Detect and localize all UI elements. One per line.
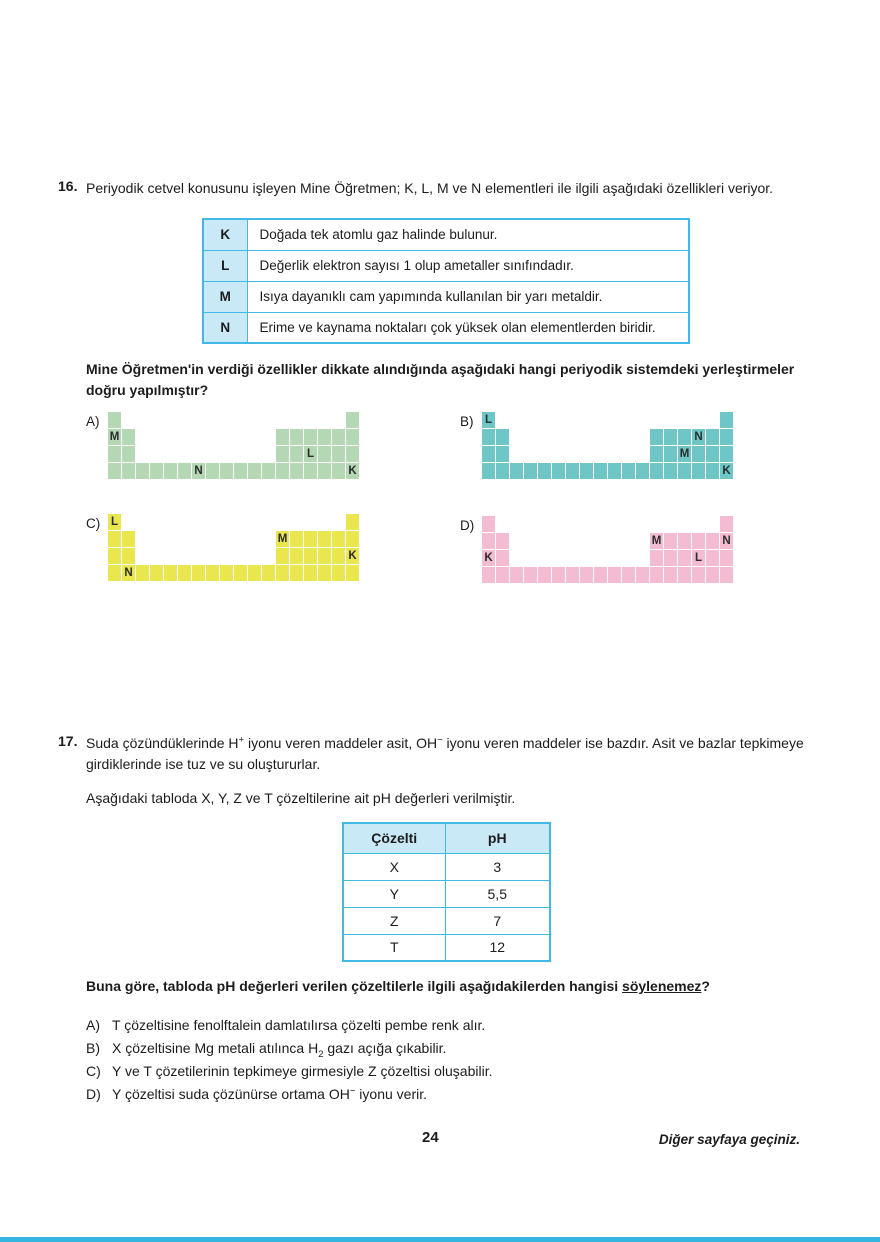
element-cell xyxy=(594,567,607,583)
element-cell xyxy=(678,533,691,549)
answer-option-text: Y ve T çözetilerinin tepkimeye girmesiyle Z çözeltisi oluşabilir. xyxy=(112,1063,493,1079)
element-cell xyxy=(510,463,523,479)
element-cell xyxy=(234,463,247,479)
element-cell xyxy=(482,446,495,462)
element-cell: M xyxy=(651,535,662,547)
element-cell xyxy=(290,565,303,581)
element-cell xyxy=(346,429,359,445)
element-cell xyxy=(346,412,359,428)
element-cell xyxy=(192,565,205,581)
question-17-number: 17. xyxy=(58,733,78,749)
element-cell xyxy=(108,531,121,547)
element-cell xyxy=(164,565,177,581)
element-letter-cell: K xyxy=(203,219,247,250)
element-cell xyxy=(622,463,635,479)
periodic-grid-d xyxy=(482,516,733,583)
element-cell xyxy=(290,463,303,479)
element-cell xyxy=(664,550,677,566)
element-cell xyxy=(318,429,331,445)
question-16-intro-text: Periyodik cetvel konusunu işleyen Mine Öğretmen; K, L, M ve N elementleri ile ilgili aşağıdaki özellikleri veriyor. xyxy=(86,180,774,196)
element-cell xyxy=(622,567,635,583)
element-cell xyxy=(678,567,691,583)
element-cell xyxy=(538,567,551,583)
answer-option xyxy=(86,1037,726,1060)
element-cell xyxy=(720,412,733,428)
element-cell: L xyxy=(692,550,705,566)
element-letter-cell: L xyxy=(203,250,247,281)
periodic-grid-a xyxy=(108,412,359,479)
element-cell xyxy=(276,446,289,462)
element-letter-cell: M xyxy=(203,281,247,312)
element-cell xyxy=(664,567,677,583)
element-cell xyxy=(346,565,359,581)
element-cell xyxy=(692,567,705,583)
element-cell xyxy=(108,548,121,564)
element-cell xyxy=(664,533,677,549)
element-cell xyxy=(580,463,593,479)
element-cell xyxy=(164,463,177,479)
element-cell xyxy=(566,463,579,479)
element-cell: K xyxy=(482,550,495,566)
element-cell xyxy=(692,533,705,549)
element-cell: L xyxy=(482,412,495,428)
element-property-cell: Değerlik elektron sayısı 1 olup ametaller sınıfındadır. xyxy=(247,250,689,281)
element-cell xyxy=(248,463,261,479)
answer-option-letter: B) xyxy=(86,1040,100,1056)
element-cell: N xyxy=(192,463,205,479)
element-cell xyxy=(318,548,331,564)
bottom-accent-bar xyxy=(0,1237,880,1242)
element-cell xyxy=(108,412,121,428)
element-cell xyxy=(248,565,261,581)
question-16-text: Mine Öğretmen'in verdiği özellikler dikkate alındığında aşağıdaki hangi periyodik sistemdeki yerleştirmeler doğru yapılmıştır? xyxy=(86,361,795,398)
element-cell xyxy=(290,531,303,547)
element-cell xyxy=(262,463,275,479)
element-cell: N xyxy=(720,533,733,549)
element-cell xyxy=(122,463,135,479)
element-cell xyxy=(650,446,663,462)
element-cell xyxy=(664,463,677,479)
element-property-cell: Doğada tek atomlu gaz halinde bulunur. xyxy=(247,219,689,250)
element-cell xyxy=(706,567,719,583)
element-cell xyxy=(538,463,551,479)
element-cell xyxy=(304,548,317,564)
element-cell xyxy=(720,446,733,462)
element-cell xyxy=(290,429,303,445)
ph-table-row xyxy=(343,853,550,880)
element-cell xyxy=(706,533,719,549)
page-number: 24 xyxy=(422,1129,439,1146)
question-17-answers xyxy=(86,1014,726,1106)
element-cell xyxy=(318,446,331,462)
ph-value-cell: 5,5 xyxy=(445,880,550,907)
ph-table-header-solution: Çözelti xyxy=(343,823,445,853)
property-row xyxy=(203,219,689,250)
element-property-cell: Isıya dayanıklı cam yapımında kullanılan bir yarı metaldir. xyxy=(247,281,689,312)
element-cell xyxy=(482,533,495,549)
element-cell xyxy=(290,446,303,462)
element-cell xyxy=(720,550,733,566)
element-cell xyxy=(650,429,663,445)
answer-option-text: X çözeltisine Mg metali atılınca $H_2$ gazı açığa çıkabilir. xyxy=(112,1040,447,1060)
answer-option-letter: A) xyxy=(86,1017,100,1033)
ph-table-row xyxy=(343,907,550,934)
element-cell xyxy=(706,463,719,479)
solution-cell: Z xyxy=(343,907,445,934)
element-cell xyxy=(304,565,317,581)
element-cell xyxy=(720,516,733,532)
element-cell xyxy=(664,429,677,445)
answer-option-text: Y çözeltisi suda çözünürse ortama OH− iyonu verir. xyxy=(112,1085,428,1102)
element-cell xyxy=(552,567,565,583)
element-properties-table-body xyxy=(203,219,689,343)
element-cell xyxy=(332,429,345,445)
element-cell xyxy=(304,429,317,445)
element-cell xyxy=(318,565,331,581)
footer-note: Diğer sayfaya geçiniz. xyxy=(658,1132,800,1147)
element-cell xyxy=(206,565,219,581)
element-cell xyxy=(650,550,663,566)
solution-cell: Y xyxy=(343,880,445,907)
periodic-grid-b xyxy=(482,412,733,479)
ph-table-head xyxy=(343,823,550,853)
element-cell xyxy=(692,463,705,479)
element-cell: N xyxy=(692,429,705,445)
element-cell xyxy=(220,565,233,581)
element-cell xyxy=(608,463,621,479)
element-cell xyxy=(678,429,691,445)
element-cell xyxy=(122,429,135,445)
element-cell xyxy=(496,463,509,479)
element-cell xyxy=(692,446,705,462)
element-cell xyxy=(482,429,495,445)
ph-table xyxy=(342,822,551,962)
property-row xyxy=(203,250,689,281)
element-cell xyxy=(580,567,593,583)
element-cell xyxy=(346,446,359,462)
element-cell: K xyxy=(720,463,733,479)
element-cell xyxy=(720,567,733,583)
element-cell xyxy=(332,463,345,479)
element-cell xyxy=(122,531,135,547)
option-b-label: B) xyxy=(460,414,474,429)
element-cell xyxy=(122,446,135,462)
element-cell xyxy=(608,567,621,583)
question-16-intro xyxy=(58,178,852,199)
element-cell xyxy=(496,567,509,583)
element-cell: N xyxy=(122,565,135,581)
element-cell xyxy=(566,567,579,583)
element-cell xyxy=(636,567,649,583)
option-d-label: D) xyxy=(460,518,475,533)
element-cell xyxy=(636,463,649,479)
ph-table-header-ph: pH xyxy=(445,823,550,853)
element-cell xyxy=(276,429,289,445)
element-property-cell: Erime ve kaynama noktaları çok yüksek olan elementlerden biridir. xyxy=(247,312,689,343)
ph-value-cell: 3 xyxy=(445,853,550,880)
element-cell xyxy=(150,463,163,479)
ph-table-row xyxy=(343,934,550,961)
element-cell xyxy=(290,548,303,564)
element-cell xyxy=(332,446,345,462)
element-cell xyxy=(346,514,359,530)
answer-option-letter: D) xyxy=(86,1086,101,1102)
element-cell xyxy=(524,567,537,583)
element-cell xyxy=(108,463,121,479)
element-cell xyxy=(678,550,691,566)
answer-option-letter: C) xyxy=(86,1063,101,1079)
element-cell xyxy=(234,565,247,581)
property-row xyxy=(203,312,689,343)
element-cell xyxy=(318,463,331,479)
element-cell xyxy=(136,463,149,479)
element-cell: M xyxy=(277,533,288,545)
element-cell xyxy=(332,565,345,581)
element-cell: M xyxy=(679,448,690,460)
element-cell xyxy=(496,533,509,549)
element-cell xyxy=(332,548,345,564)
element-cell xyxy=(482,516,495,532)
element-cell xyxy=(304,463,317,479)
element-cell: K xyxy=(346,463,359,479)
element-cell xyxy=(122,548,135,564)
element-cell xyxy=(108,565,121,581)
element-cell xyxy=(720,429,733,445)
question-17-text: Buna göre, tabloda pH değerleri verilen çözeltilerle ilgili aşağıdakilerden hangisi söylenemez? xyxy=(86,978,710,994)
question-17-intro xyxy=(58,733,852,775)
element-properties-table xyxy=(202,218,690,344)
question-17-intro-text: Suda çözündüklerinde H+ iyonu veren maddeler asit, OH− iyonu veren maddeler ise bazdır. Asit ve bazlar tepkimeye girdiklerinde ise tuz ve su oluştururlar. xyxy=(86,734,804,772)
element-cell: L xyxy=(304,446,317,462)
element-cell xyxy=(276,463,289,479)
element-cell xyxy=(496,446,509,462)
element-cell xyxy=(482,463,495,479)
element-cell xyxy=(496,550,509,566)
answer-option-text: T çözeltisine fenolftalein damlatılırsa çözelti pembe renk alır. xyxy=(112,1017,486,1033)
element-cell xyxy=(524,463,537,479)
property-row xyxy=(203,281,689,312)
element-cell xyxy=(220,463,233,479)
element-cell xyxy=(304,531,317,547)
element-cell xyxy=(650,567,663,583)
ph-table-row xyxy=(343,880,550,907)
element-cell: L xyxy=(108,514,121,530)
element-cell xyxy=(706,446,719,462)
element-cell xyxy=(276,565,289,581)
element-cell xyxy=(108,446,121,462)
ph-table-header-row xyxy=(343,823,550,853)
element-cell xyxy=(678,463,691,479)
element-cell xyxy=(594,463,607,479)
element-cell xyxy=(150,565,163,581)
answer-option xyxy=(86,1014,726,1037)
answer-option xyxy=(86,1083,726,1106)
question-17-table-intro: Aşağıdaki tabloda X, Y, Z ve T çözeltilerine ait pH değerleri verilmiştir. xyxy=(86,790,516,806)
element-cell xyxy=(178,463,191,479)
element-cell xyxy=(650,463,663,479)
element-cell xyxy=(178,565,191,581)
element-cell xyxy=(206,463,219,479)
option-c-label: C) xyxy=(86,516,101,531)
element-cell xyxy=(664,446,677,462)
ph-table-body xyxy=(343,853,550,961)
element-cell xyxy=(332,531,345,547)
element-cell xyxy=(262,565,275,581)
element-cell xyxy=(346,531,359,547)
element-cell xyxy=(510,567,523,583)
element-cell xyxy=(552,463,565,479)
answer-option xyxy=(86,1060,726,1083)
element-cell xyxy=(136,565,149,581)
element-cell: K xyxy=(346,548,359,564)
element-cell xyxy=(706,550,719,566)
ph-value-cell: 7 xyxy=(445,907,550,934)
periodic-grid-c xyxy=(108,514,359,581)
solution-cell: T xyxy=(343,934,445,961)
element-cell xyxy=(318,531,331,547)
element-cell xyxy=(706,429,719,445)
solution-cell: X xyxy=(343,853,445,880)
option-a-label: A) xyxy=(86,414,100,429)
element-cell xyxy=(482,567,495,583)
ph-value-cell: 12 xyxy=(445,934,550,961)
element-cell: M xyxy=(109,431,120,443)
element-letter-cell: N xyxy=(203,312,247,343)
element-cell xyxy=(496,429,509,445)
question-16-number: 16. xyxy=(58,178,78,194)
element-cell xyxy=(276,548,289,564)
